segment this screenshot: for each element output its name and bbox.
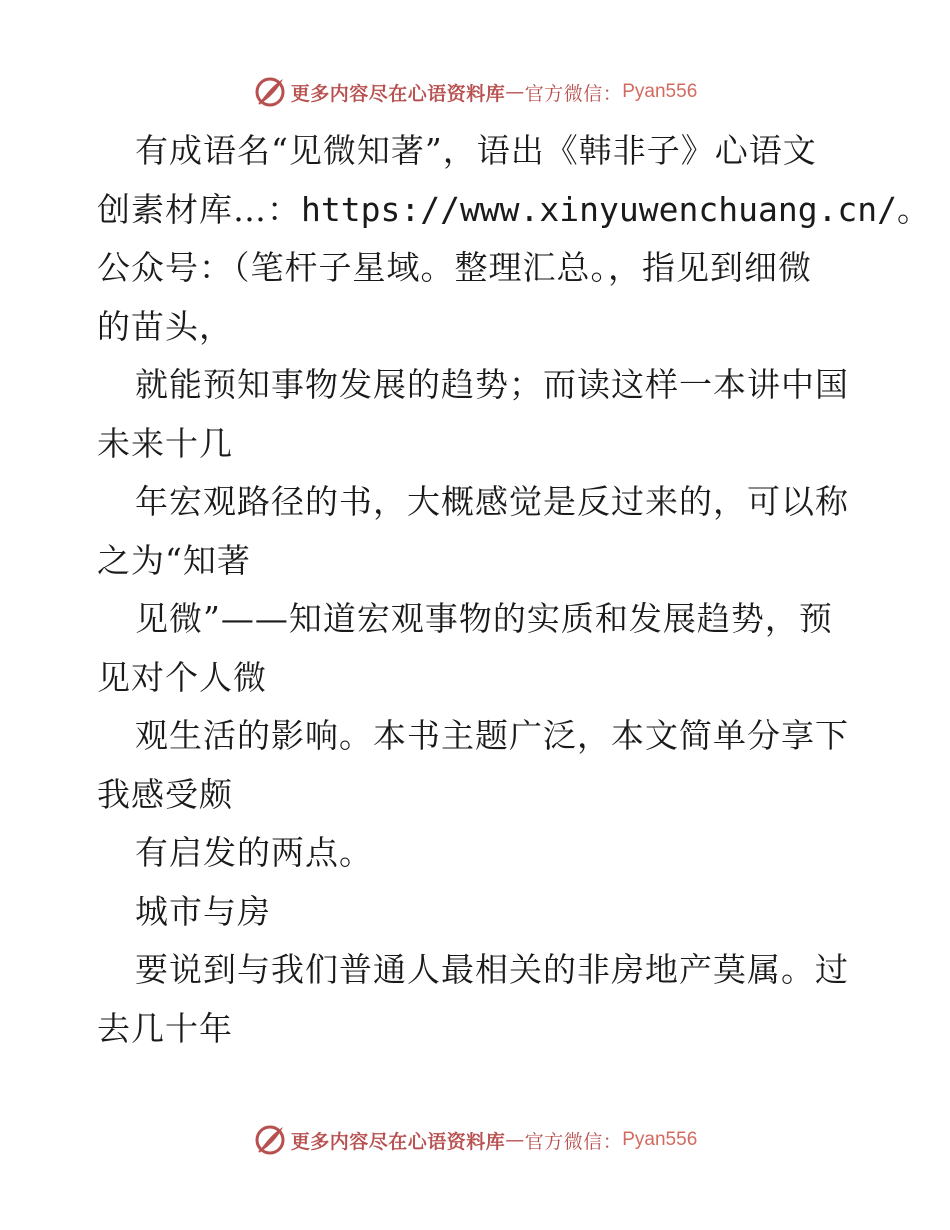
banner-wechat-label: 官方微信：	[524, 82, 623, 105]
section-heading: 城市与房	[135, 891, 271, 931]
document-body	[97, 122, 931, 1058]
website-url: https://www.xinyuwenchuang.cn/。	[301, 189, 931, 229]
quill-logo-icon	[253, 75, 287, 109]
text-line: 未来十几	[97, 423, 233, 463]
header-banner	[0, 72, 950, 112]
text-line: 有成语名“见微知著”，语出《韩非子》心语文	[135, 131, 817, 170]
text-line: 就能预知事物发展的趋势；而读这样一本讲中国	[135, 365, 849, 404]
text-line: 观生活的影响。本书主题广泛，本文简单分享下	[135, 716, 849, 755]
banner-slogan: 更多内容尽在心语资料库	[290, 82, 506, 105]
banner-wechat-label: 官方微信：	[524, 1130, 623, 1153]
banner-dash: —	[505, 81, 525, 103]
text-line: 年宏观路径的书，大概感觉是反过来的，可以称	[135, 482, 849, 521]
text-line: 见微”——知道宏观事物的实质和发展趋势，预	[135, 599, 833, 638]
banner-dash: —	[505, 1129, 525, 1151]
text-line: 的苗头，	[97, 306, 233, 346]
text-line: 去几十年	[97, 1008, 233, 1048]
banner-slogan: 更多内容尽在心语资料库	[290, 1130, 506, 1153]
text-segment: 创素材库…：	[97, 189, 301, 229]
text-line: 有启发的两点。	[135, 833, 373, 872]
text-line: 见对个人微	[97, 657, 267, 697]
banner-wechat-id: Pyan556	[622, 1129, 698, 1150]
text-line: 之为“知著	[97, 540, 251, 580]
quill-logo-icon	[253, 1123, 287, 1157]
footer-banner	[0, 1120, 950, 1160]
text-line: 我感受颇	[97, 774, 233, 814]
text-line	[97, 181, 931, 240]
text-line: 要说到与我们普通人最相关的非房地产莫属。过	[135, 950, 849, 989]
banner-wechat-id: Pyan556	[622, 81, 698, 102]
text-line: 公众号：（笔杆子星域。整理汇总。，指见到细微	[97, 248, 812, 287]
